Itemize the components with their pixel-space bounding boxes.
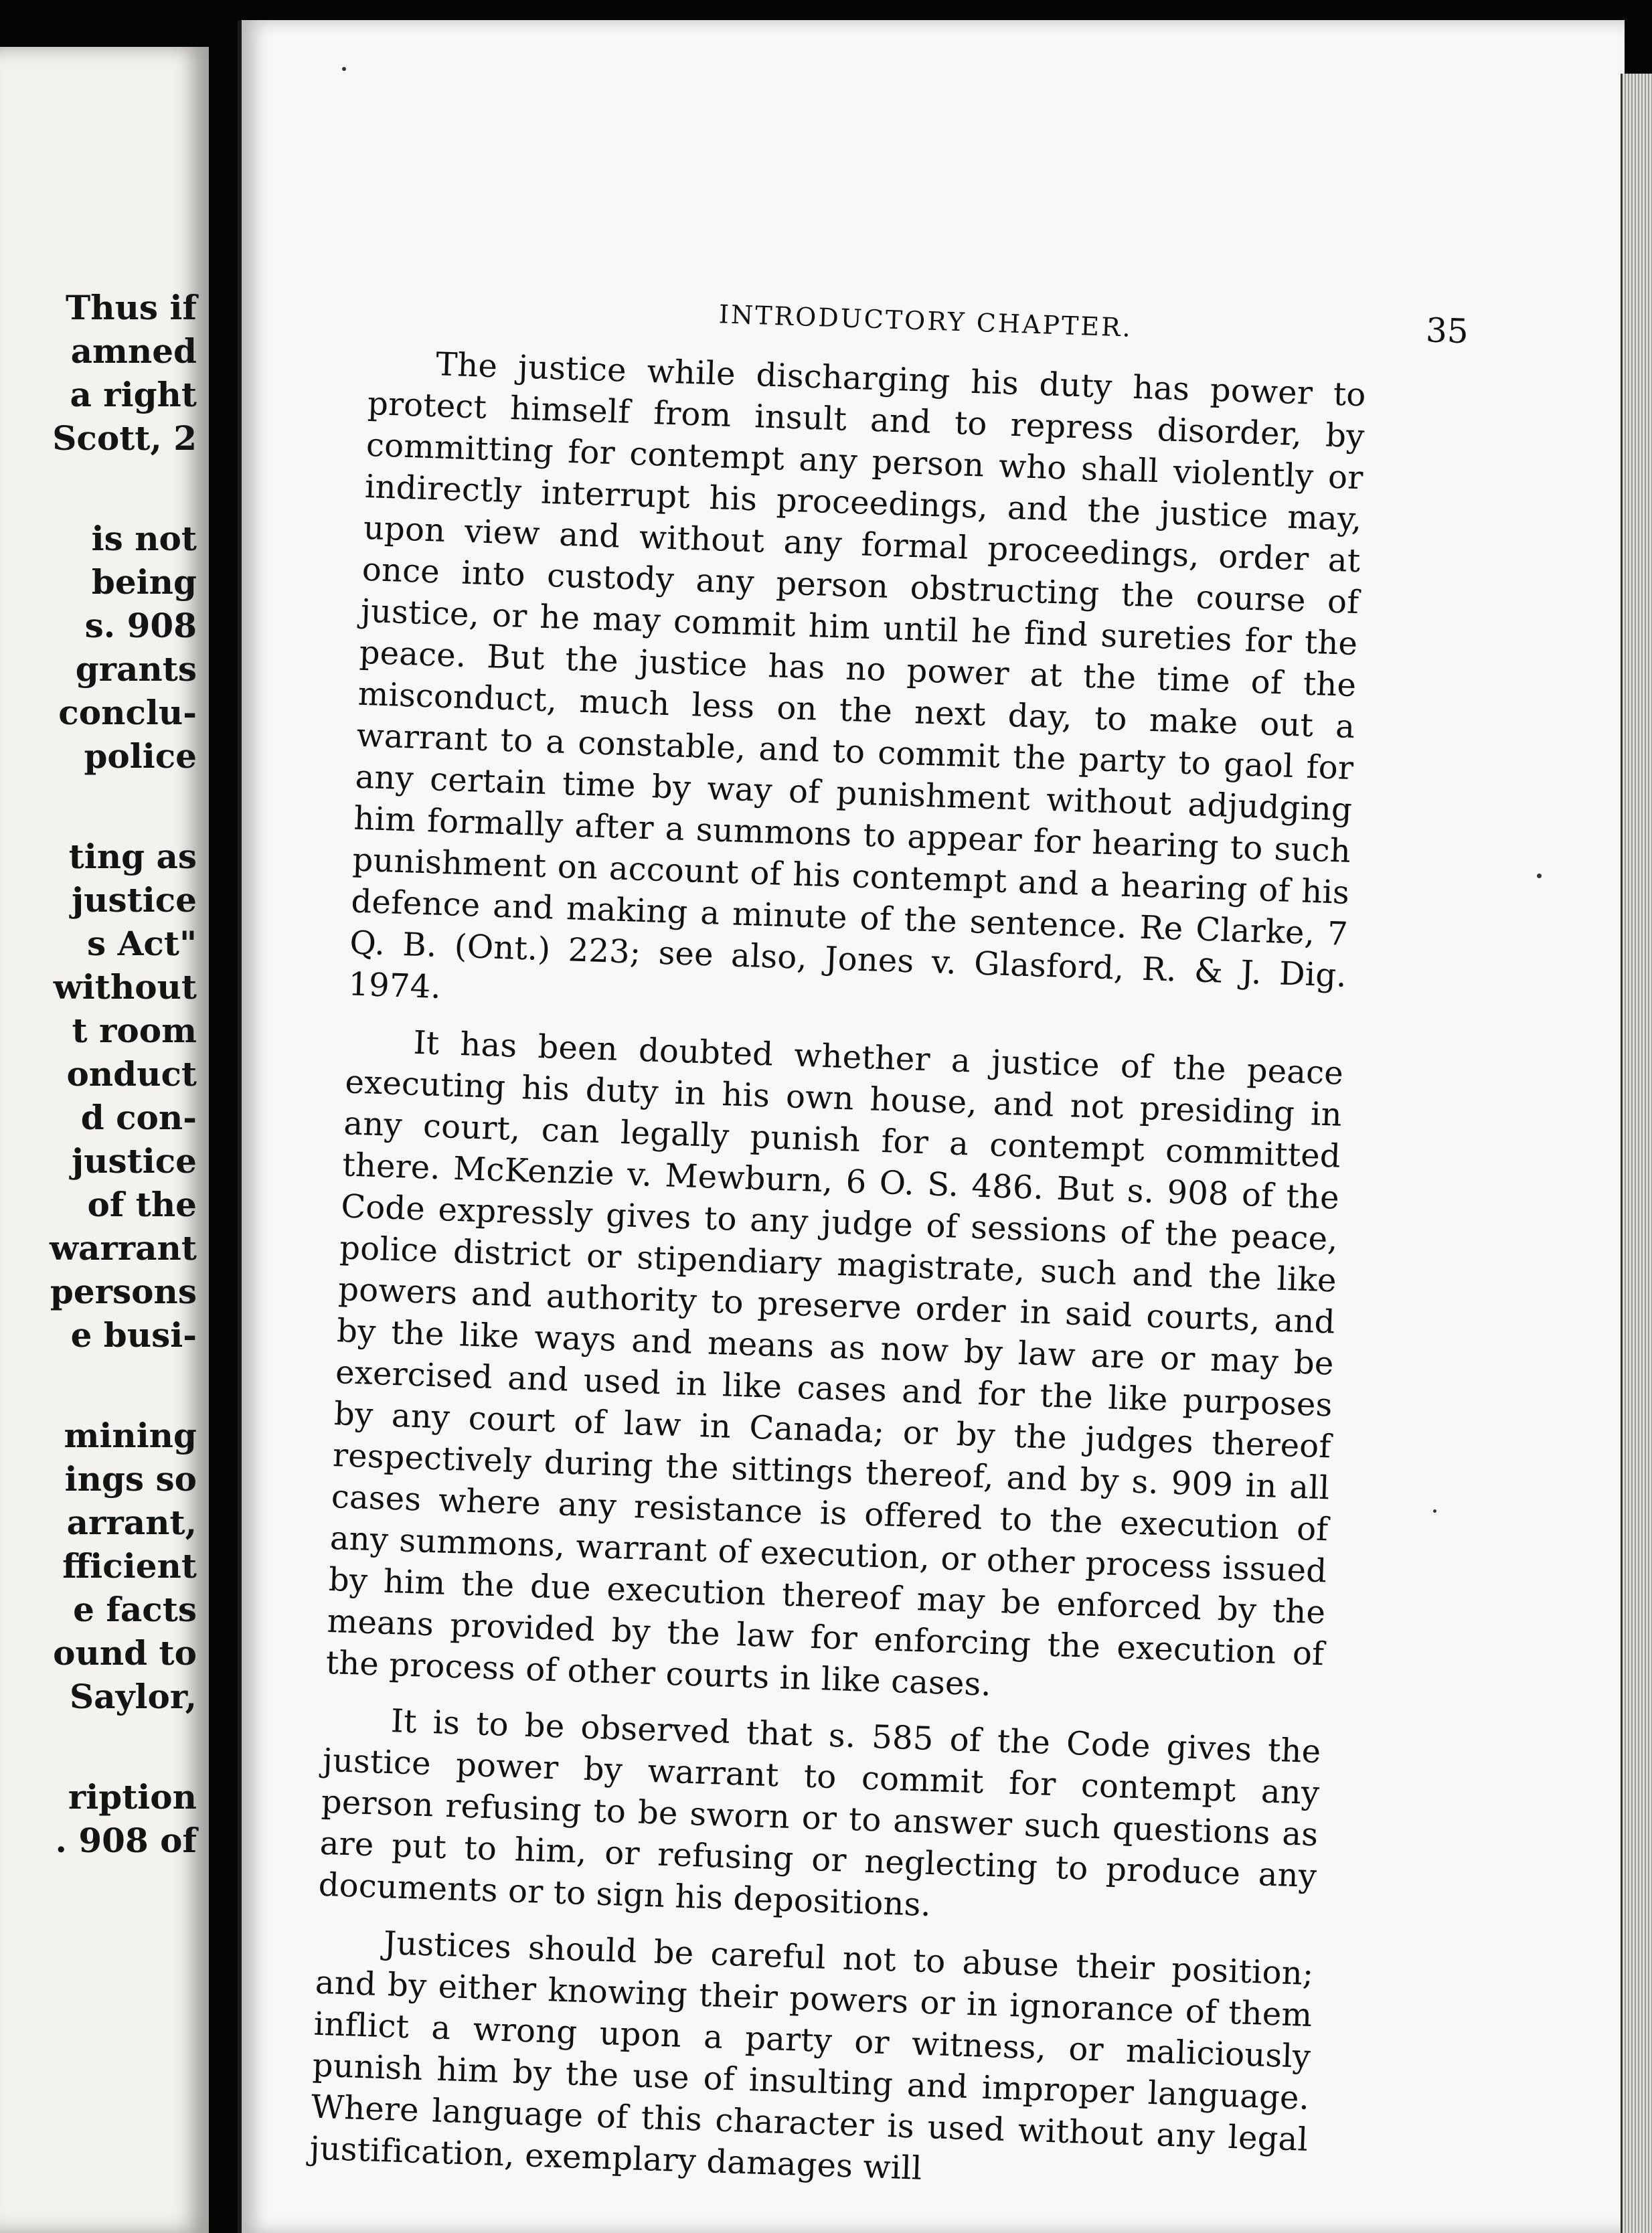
left-page-line: t room	[72, 1011, 197, 1050]
page-text-block	[309, 288, 1469, 2204]
left-page	[0, 47, 209, 2233]
left-page-line: being	[91, 562, 197, 602]
running-title: INTRODUCTORY CHAPTER.	[718, 299, 1133, 343]
left-page-line: . 908 of	[55, 1821, 197, 1860]
left-page-line: s. 908	[84, 606, 197, 645]
left-page-line: Saylor,	[69, 1677, 197, 1716]
left-page-line: onduct	[66, 1054, 197, 1094]
paragraph-contempt-powers: The justice while discharging his duty has power to protect himself from insult and to repress disorder, by committing for contempt any person who shall violently or indirectly interrupt his proceedings, and the justice may, upon view and without any formal proceedings, order at once into custody any person obstructing the course of justice, or he may commit him until he find sureties for the peace. But the justice has no power at the time of the misconduct, much less on the next day, to make out a warrant to a constable, and to commit the party to gaol for any certain time by way of punishment without adjudging him formally after a summons to appear for hearing to such punishment on account of his contempt and a hearing of his defence and making a minute of the sentence. Re Clarke, 7 Q. B. (Ont.) 223; see also, Jones v. Glasford, R. & J. Dig. 1974.	[347, 345, 1367, 1007]
left-page-line: e facts	[73, 1590, 197, 1629]
left-page-line: grants	[75, 649, 197, 689]
left-page-line: a right	[70, 375, 197, 414]
left-page-line: Thus if	[66, 288, 197, 327]
left-page-line: warrant	[50, 1228, 197, 1268]
left-page-line: ound to	[53, 1633, 197, 1673]
left-page-line: arrant,	[66, 1503, 197, 1542]
left-page-line: mining	[64, 1416, 197, 1455]
left-page-line: without	[53, 967, 197, 1007]
left-page-line: d con-	[80, 1098, 197, 1137]
paragraph-section-585: It is to be observed that s. 585 of the Code gives the justice power by warrant to commit for contempt any person refusing to be sworn or to answer such questions as are put to him, or refusing or neglecting to produce any documents or to sign his depositions.	[317, 1702, 1322, 1924]
left-page-line: fficient	[62, 1546, 197, 1586]
left-page-line: justice	[72, 1141, 197, 1181]
dust-speck	[1433, 1509, 1436, 1513]
left-page-line: justice	[72, 880, 197, 920]
left-page-line: amned	[70, 331, 197, 371]
page-edge	[1621, 74, 1652, 2233]
left-page-line: police	[84, 736, 197, 776]
dust-speck	[342, 67, 346, 71]
left-page-line: conclu-	[58, 693, 197, 732]
left-page-line: ings so	[64, 1459, 197, 1499]
paragraph-own-house: It has been doubted whether a justice of the peace executing his duty in his own house, and not presiding in any court, can legally punish for a contempt committed there. McKenzie v. Mewburn, 6 O. S. 486. But s. 908 of the Code expressly gives to any judge of sessions of the peace, police district or stipendiary magistrate, such and the like powers and authority to preserve order in said courts, and by the like ways and means as now by law are or may be exercised and used in like cases and for the like purposes by any court of law in Canada; or by the judges thereof respectively during the sittings thereof, and by s. 909 in all cases where any resistance is offered to the execution of any summons, warrant of execution, or other process issued by him the due execution thereof may be enforced by the means provided by the law for enforcing the execution of the process of other courts in like cases.	[325, 1023, 1344, 1704]
left-page-line: Scott, 2	[52, 418, 197, 458]
page-number: 35	[1425, 311, 1469, 351]
left-page-line: ting as	[68, 837, 197, 876]
left-page-line: is not	[91, 519, 197, 558]
left-page-line: persons	[50, 1272, 197, 1311]
left-page-line: ription	[68, 1777, 197, 1817]
left-page-line: of the	[87, 1185, 197, 1224]
left-page-line: e busi-	[70, 1315, 197, 1355]
left-page-line: s Act"	[87, 924, 197, 963]
paragraph-abuse-of-position: Justices should be careful not to abuse their position; and by either knowing their powers or in ignorance of them inflict a wrong upon a party or witness, or maliciously punish him by the use of insulting and improper language. Where language of this character is used without any legal justification, exemplary damages will	[309, 1924, 1315, 2187]
dust-speck	[1537, 874, 1542, 878]
